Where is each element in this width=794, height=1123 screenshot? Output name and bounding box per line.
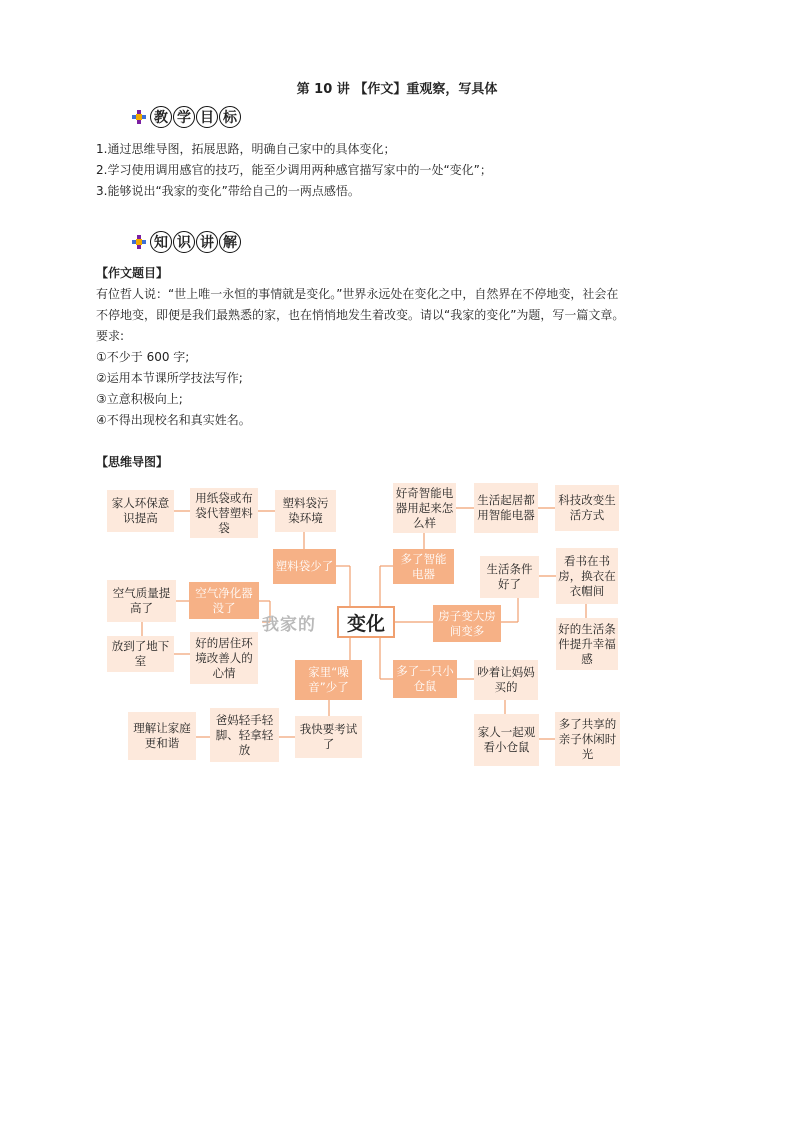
node-hamster: 多了一只小仓鼠 [393, 660, 457, 698]
node-less-plastic-bags: 塑料袋少了 [273, 549, 336, 584]
center-prefix: 我家的 [262, 615, 316, 635]
node-family-harmony: 理解让家庭更和谐 [128, 712, 196, 760]
heading-char: 解 [219, 231, 241, 253]
node-air-quality: 空气质量提高了 [107, 580, 176, 622]
node-family-time: 多了共享的亲子休闲时光 [555, 712, 620, 766]
heading-char: 识 [173, 231, 195, 253]
heading-char: 知 [150, 231, 172, 253]
goal-item: 1.通过思维导图，拓展思路，明确自己家中的具体变化； [96, 142, 396, 156]
node-plastic-pollution: 塑料袋污染环境 [275, 490, 336, 532]
page-title: 第 10 讲 【作文】重观察，写具体 [296, 82, 498, 97]
heading-char: 标 [219, 106, 241, 128]
requirement-item: ③立意积极向上; [96, 392, 183, 406]
node-asked-mom: 吵着让妈妈买的 [474, 660, 538, 700]
goal-item: 3.能够说出“我家的变化”带给自己的一两点感悟。 [96, 184, 360, 198]
requirements-label: 要求: [96, 329, 125, 343]
node-no-air-purifier: 空气净化器没了 [189, 582, 259, 619]
node-better-living: 生活条件好了 [480, 556, 539, 598]
node-study-room: 看书在书房，换衣在衣帽间 [556, 548, 618, 604]
node-bigger-house: 房子变大房间变多 [433, 605, 501, 642]
node-more-smart-appliances: 多了智能电器 [393, 549, 454, 584]
heading-char: 讲 [196, 231, 218, 253]
node-parents-quiet: 爸妈轻手轻脚、轻拿轻放 [210, 708, 279, 762]
requirement-item: ①不少于 600 字; [96, 350, 190, 364]
node-exam: 我快要考试了 [295, 716, 362, 758]
heading-char: 目 [196, 106, 218, 128]
node-watch-hamster: 家人一起观看小仓鼠 [474, 714, 539, 766]
requirement-item: ②运用本节课所学技法写作; [96, 371, 243, 385]
topic-line: 不停地变，即便是我们最熟悉的家，也在悄悄地发生着改变。请以“我家的变化”为题，写一篇文章。 [96, 308, 625, 322]
goal-item: 2.学习使用调用感官的技巧，能至少调用两种感官描写家中的一处“变化”； [96, 163, 492, 177]
node-less-noise: 家里“噪音”少了 [295, 660, 362, 700]
node-tech-lifestyle: 科技改变生活方式 [555, 485, 619, 531]
node-good-environment: 好的居住环境改善人的心情 [190, 632, 258, 684]
center-node: 变化 [337, 606, 395, 638]
node-smart-daily: 生活起居都用智能电器 [474, 483, 538, 533]
node-basement: 放到了地下室 [107, 636, 174, 672]
node-family-eco-awareness: 家人环保意识提高 [107, 490, 174, 532]
topic-line: 有位哲人说：“世上唯一永恒的事情就是变化。”世界永远处在变化之中，自然界在不停地变，社会在 [96, 287, 619, 301]
heading-char: 学 [173, 106, 195, 128]
requirement-item: ④不得出现校名和真实姓名。 [96, 413, 251, 427]
node-paper-bag: 用纸袋或布袋代替塑料袋 [190, 488, 258, 538]
node-happiness: 好的生活条件提升幸福感 [556, 618, 618, 670]
node-curious-smart: 好奇智能电器用起来怎么样 [393, 483, 456, 533]
mindmap-label: 【思维导图】 [96, 455, 169, 469]
heading-char: 教 [150, 106, 172, 128]
topic-label: 【作文题目】 [96, 266, 169, 280]
